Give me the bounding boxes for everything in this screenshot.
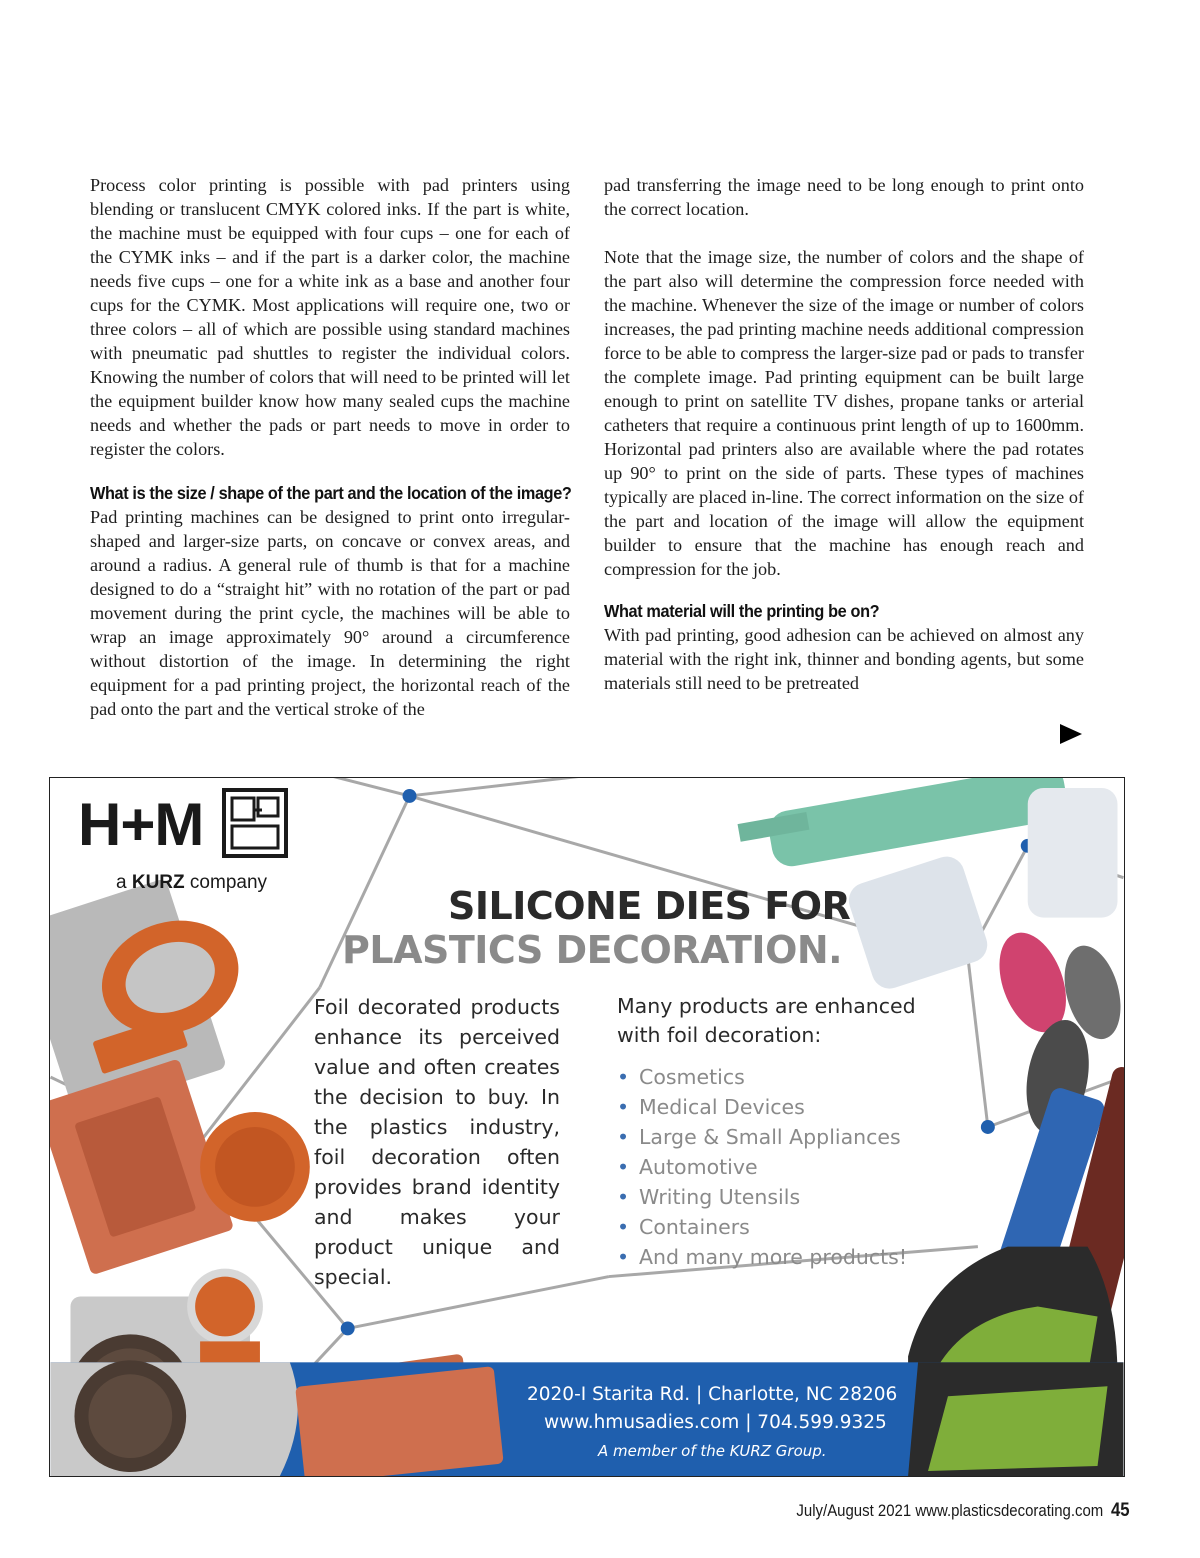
ad-body-text: Foil decorated products enhance its perceived value and often creates the decision to buy. In the plastics industry, foil decoration often provides brand identity and makes your product unique and special.	[314, 995, 560, 1289]
article-column-right	[604, 173, 1084, 695]
logo-tagline: a KURZ company	[116, 872, 268, 893]
list-item: • And many more products!	[617, 1242, 907, 1272]
ad-contact: www.hmusadies.com | 704.599.9325	[544, 1412, 887, 1433]
ad-member-note: A member of the KURZ Group.	[598, 1442, 827, 1460]
list-item: • Writing Utensils	[617, 1182, 907, 1212]
article-column-left	[90, 173, 570, 721]
hm-logo-mark-icon	[222, 788, 288, 858]
article-paragraph: Note that the image size, the number of colors and the shape of the part also will determine the compression force needed with the machine. Whenever the size of the image or number of colors increases, the pad printing machine needs additional compression force to be able to compress the larger-size pad or pads to transfer the complete image. Pad printing equipment can be built large enough to print on satellite TV dishes, propane tanks or arterial catheters that require a continuous print length of up to 1600mm. Horizontal pad printers also are available where the pad rotates up 90° to print on the side of parts. These types of machines typically are placed in-line. The correct information on the size of the part and location of the image will allow the equipment builder to ensure that the machine has enough reach and compression for the job.	[604, 247, 1084, 579]
article-paragraph: pad transferring the image need to be long enough to print onto the correct location.	[604, 175, 1084, 219]
page-number: 45	[1111, 1500, 1130, 1521]
article-paragraph: Pad printing machines can be designed to print onto irregular-shaped and larger-size parts, on concave or convex areas, and around a radius. A general rule of thumb is that for a machine designed to do a “straight hit” with no rotation of the part or pad movement during the print cycle, the machines will be able to wrap an image approximately 90° around a circumference without distortion of the image. In determining the right equipment for a pad printing project, the horizontal reach of the pad onto the part and the vertical stroke of the	[90, 507, 570, 719]
ad-list-intro: Many products are enhanced with foil decoration:	[617, 994, 916, 1047]
article-paragraph: Process color printing is possible with pad printers using blending or translucent CMYK colored inks. If the part is white, the machine must be equipped with four cups – one for each of the CYMK inks – and if the part is a darker color, the machine needs five cups – one for a white ink as a base and another four cups for the CYMK. Most applications will require one, two or three colors – all of which are possible using standard machines with pneumatic pad shuttles to register the individual colors. Knowing the number of colors that will need to be printed will let the equipment builder know how many sealed cups the machine needs and whether the pads or part needs to move in order to register the colors.	[90, 175, 570, 459]
list-item: • Automotive	[617, 1152, 907, 1182]
article-subheading: What is the size / shape of the part and the location of the image?	[90, 483, 572, 503]
continued-arrow-icon	[1060, 724, 1082, 744]
list-item: • Containers	[617, 1212, 907, 1242]
ad-headline-line1: SILICONE DIES FOR	[448, 884, 851, 928]
article-subheading: What material will the printing be on?	[604, 601, 880, 621]
ad-address: 2020-I Starita Rd. | Charlotte, NC 28206	[527, 1384, 898, 1405]
page-footer	[797, 1500, 1130, 1522]
footer-website: www.plasticsdecorating.com	[915, 1501, 1104, 1520]
hm-logo: H+M	[78, 791, 204, 858]
list-item: • Large & Small Appliances	[617, 1122, 907, 1152]
list-item: • Medical Devices	[617, 1092, 907, 1122]
list-item: • Cosmetics	[617, 1062, 907, 1092]
ad-headline-line2: PLASTICS DECORATION.	[342, 928, 843, 972]
article-paragraph: With pad printing, good adhesion can be achieved on almost any material with the right ink, thinner and bonding agents, but some materials still need to be pretreated	[604, 625, 1084, 693]
advertisement	[49, 777, 1125, 1477]
footer-issue: July/August 2021	[796, 1501, 912, 1520]
ad-product-list	[617, 1062, 907, 1272]
